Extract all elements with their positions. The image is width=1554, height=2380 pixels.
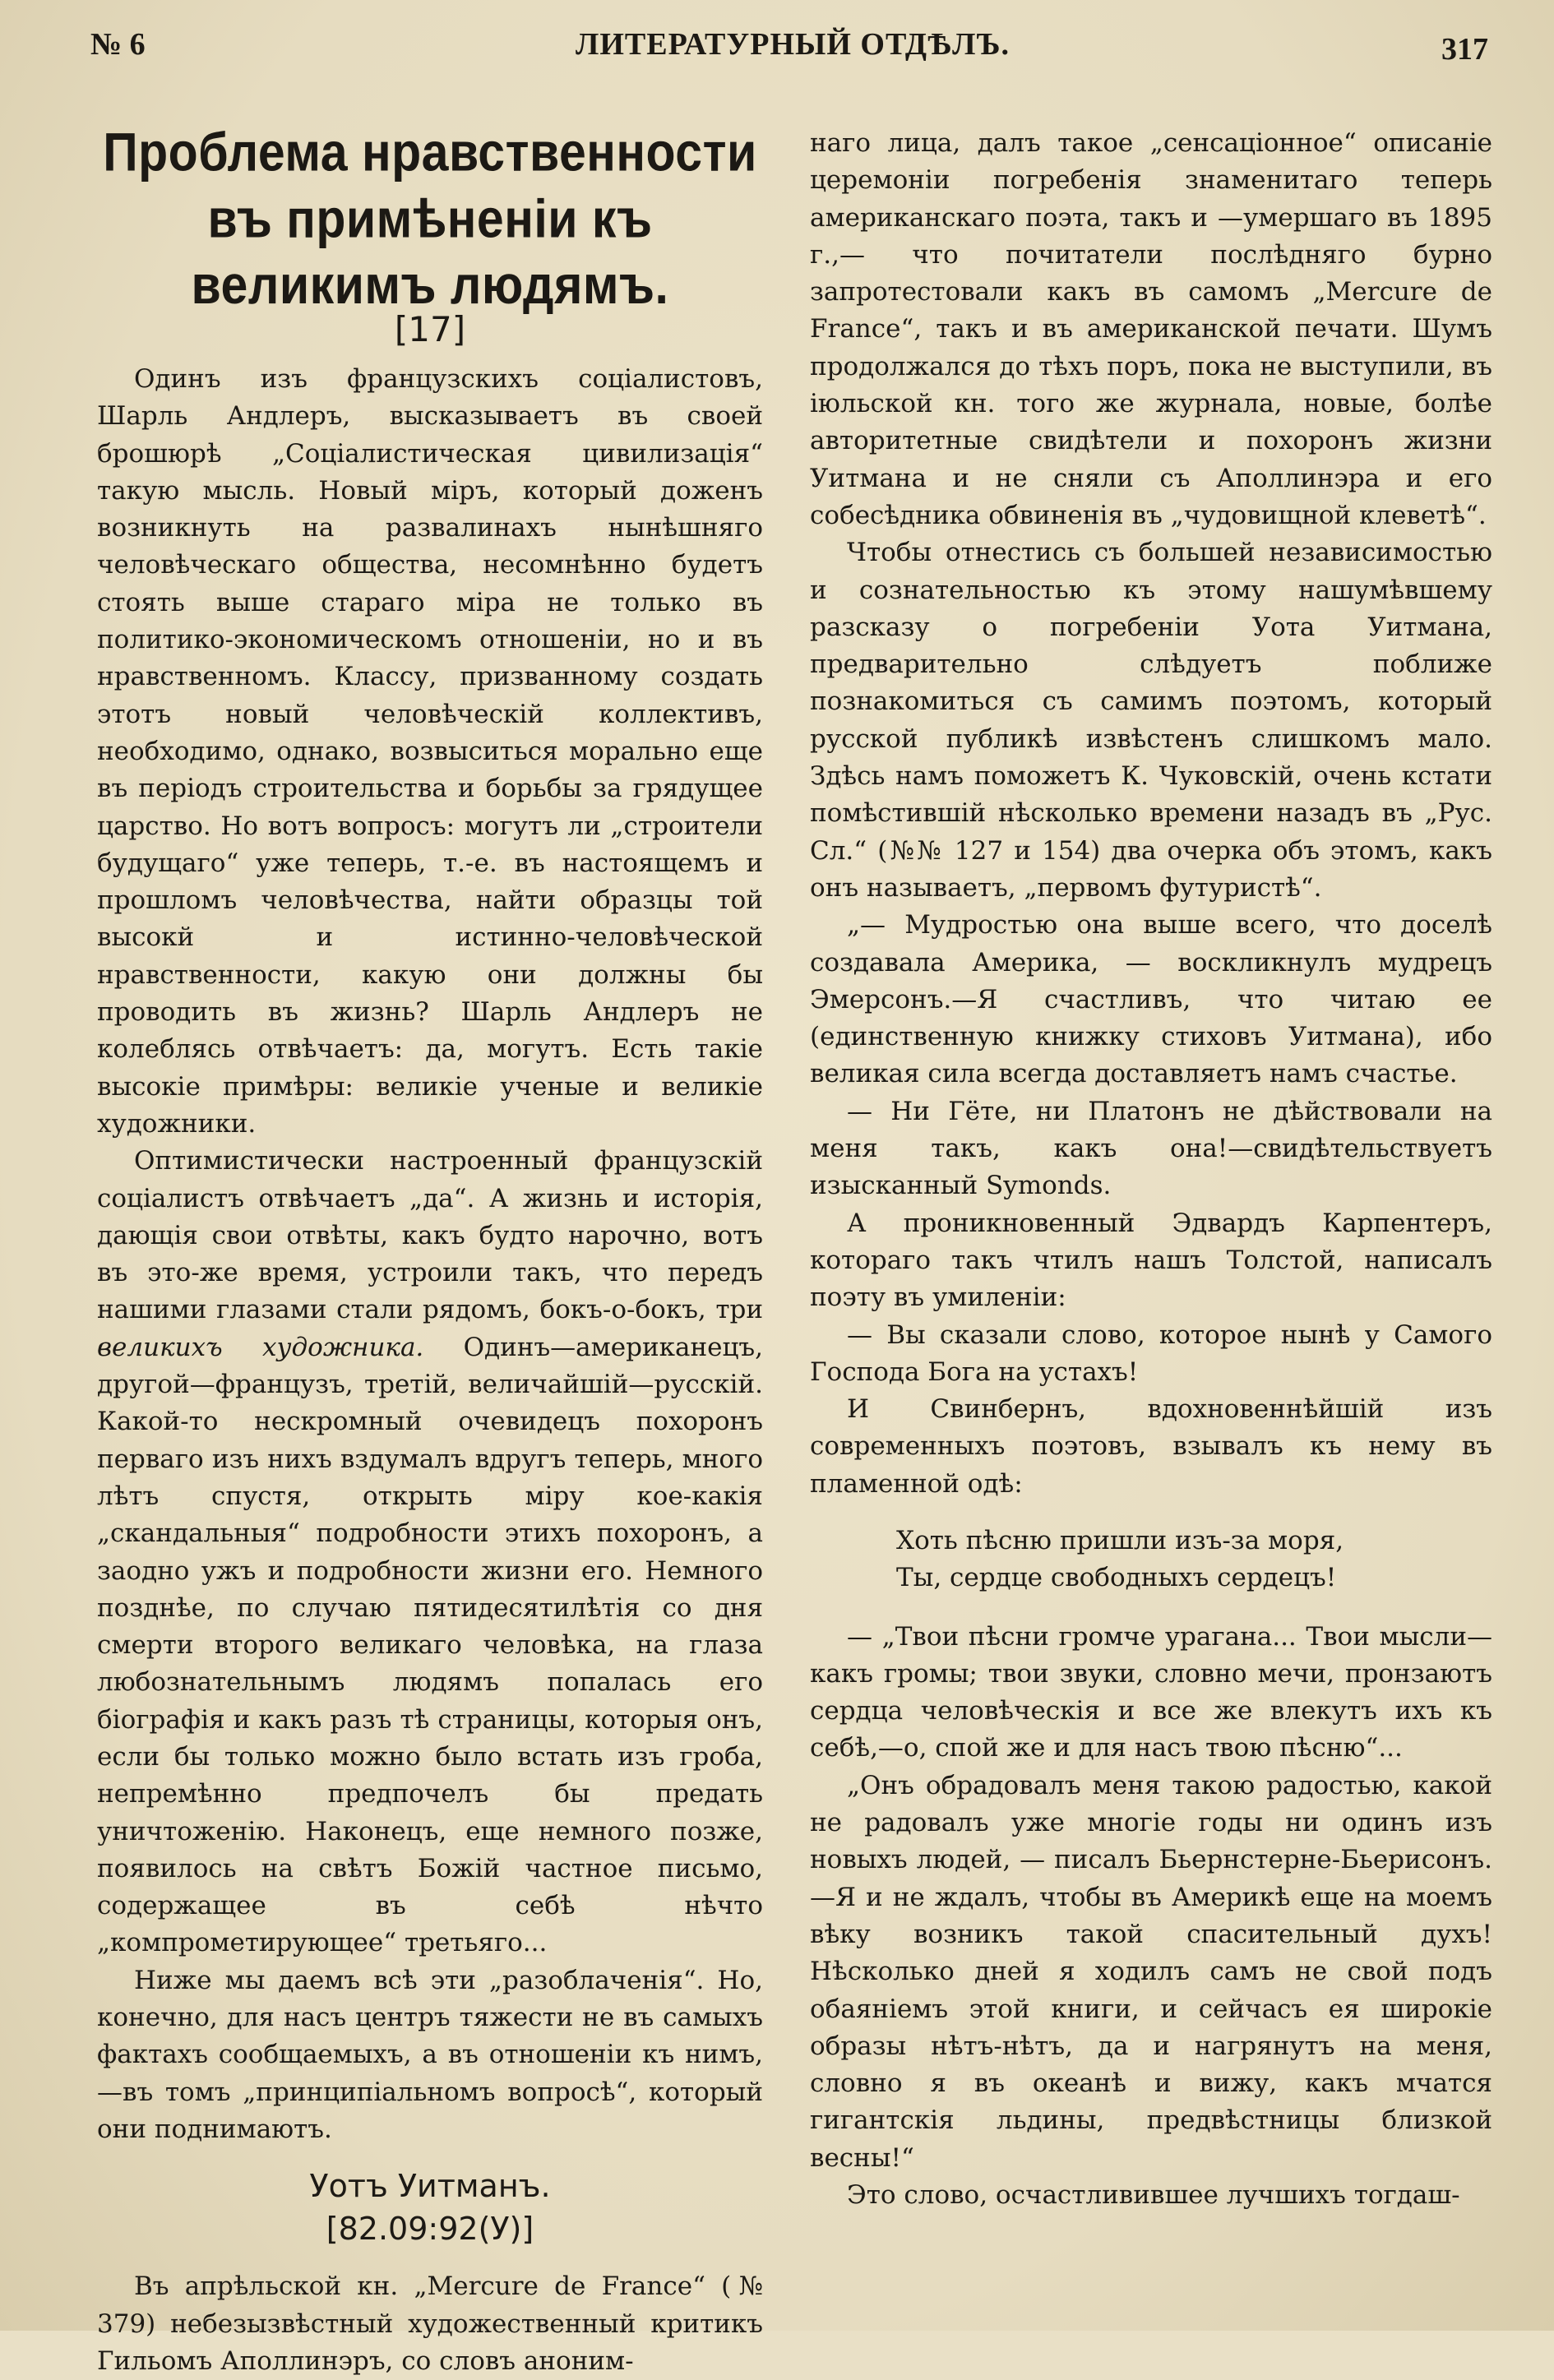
paragraph: „Онъ обрадовалъ меня такою радостью, какой не радовалъ уже многіе годы ни одинъ изъ новыхъ людей, — писалъ Бьернстерне-Бьерисонъ.—Я и не ждалъ, чтобы въ Америкѣ еще на моемъ вѣку возникъ такой спасительный духъ! Нѣсколько дней я ходилъ самъ не свой подъ обаяніемъ этой книги, и сейчасъ ея широкіе образы нѣтъ-нѣтъ, да и нагрянутъ на меня, словно я въ океанѣ и вижу, какъ мчатся гигантскія льдины, предвѣстницы близкой весны!“ [810, 1770, 1492, 2173]
subsection-code: [82.09:92(У)] [326, 2211, 534, 2248]
paragraph: Ниже мы даемъ всѣ эти „разоблаченія“. Но, конечно, для насъ центръ тяжести не въ самыхъ фактахъ сообщаемыхъ, а въ отношеніи къ нимъ,—въ томъ „принципіальномъ вопросѣ“, который они поднимаютъ. [97, 1965, 763, 2144]
paragraph: — „Твои пѣсни громче урагана... Твои мысли—какъ громы; твои звуки, словно мечи, пронзаютъ сердца человѣческія и все же влекутъ ихъ къ себѣ,—о, спой же и для насъ твою пѣсню“... [810, 1621, 1492, 1763]
paragraph-text: Одинъ—американецъ, другой—французъ, третій, величайшій—русскій. Какой-то нескромный очевидецъ похоронъ перваго изъ нихъ вздумалъ вдругъ теперь, много лѣтъ спустя, открыть міру кое-какія „скандальныя“ подробности этихъ похоронъ, а заодно ужъ и подробности жизни его. Немного позднѣе, по случаю пятидесятилѣтія со дня смерти второго великаго человѣка, на глаза любознательнымъ людямъ попалась его біографія и какъ разъ тѣ страницы, которыя онъ, если бы только можно было встать изъ гроба, непремѣнно предпочелъ бы предать уничтоженію. Наконецъ, еще немного позже, появилось на свѣтъ Божій частное письмо, содержащее въ себѣ нѣчто „компрометирующее“ третьяго... [97, 1332, 763, 1958]
paragraph: А проникновенный Эдвардъ Карпентеръ, котораго такъ чтилъ нашъ Толстой, написалъ поэту въ умиленіи: [810, 1208, 1492, 1313]
paragraph: наго лица, далъ такое „сенсаціонное“ описаніе церемоніи погребенія знаменитаго теперь американскаго поэта, такъ и —умершаго въ 1895 г.,— что почитатели послѣдняго бурно запротестовали какъ въ самомъ „Mercure de France“, такъ и въ американской печати. Шумъ продолжался до тѣхъ поръ, пока не выступили, въ іюльской кн. того же журнала, новые, болѣе авторитетные свидѣтели и похоронъ жизни Уитмана и не сняли съ Аполлинэра и его собесѣдника обвиненія въ „чудовищной клеветѣ“. [810, 128, 1492, 530]
issue-number: № 6 [90, 27, 146, 62]
paragraph: — Вы сказали слово, которое нынѣ у Самого Господа Бога на устахъ! [810, 1319, 1492, 1387]
poem-line: Ты, сердце свободныхъ сердецъ! [896, 1563, 1337, 1593]
left-column [97, 119, 763, 2380]
paragraph: Одинъ изъ французскихъ соціалистовъ, Шарль Андлеръ, высказываетъ въ своей брошюрѣ „Соціалистическая цивилизація“ такую мысль. Новый міръ, который доженъ возникнуть на развалинахъ нынѣшняго человѣческаго общества, несомнѣнно будетъ стоять выше стараго міра не только въ политико-экономическомъ отношеніи, но и въ нравственномъ. Классу, призванному создать этотъ новый человѣческій коллективъ, необходимо, однако, возвыситься морально еще въ періодъ строительства и борьбы за грядущее царство. Но вотъ вопросъ: могутъ ли „строители будущаго“ уже теперь, т.-е. въ настоящемъ и прошломъ человѣчества, найти образцы той высокй и истинно-человѣческой нравственности, какую они должны бы проводить въ жизнь? Шарль Андлеръ не колеблясь отвѣчаетъ: да, могутъ. Есть такіе высокіе примѣры: великіе ученые и великіе художники. [97, 364, 763, 1139]
article-title: Проблема нравственности въ примѣненіи къ великимъ людямъ. [103, 122, 757, 316]
section-title: ЛИТЕРАТУРНЫЙ ОТДѢЛЪ. [576, 27, 1010, 62]
subsection-title: Уотъ Уитманъ. [309, 2168, 551, 2205]
paragraph-text: Оптимистически настроенный французскій соціалистъ отвѣчаетъ „да“. А жизнь и исторія, дающія свои отвѣты, какъ будто нарочно, вотъ въ это-же время, устроили такъ, что передъ нашими глазами стали рядомъ, бокъ-о-бокъ, три [97, 1146, 763, 1325]
paragraph: Въ апрѣльской кн. „Mercure de France“ (№ 379) небезызвѣстный художественный критикъ Гильомъ Аполлинэръ, со словъ аноним- [97, 2271, 763, 2376]
article-number: [17] [394, 309, 466, 349]
emphasis-text: великихъ художника. [97, 1332, 424, 1362]
page-number: 317 [1441, 32, 1488, 67]
paragraph [97, 1143, 763, 1962]
paragraph: „— Мудростью она выше всего, что доселѣ создавала Америка, — воскликнулъ мудрецъ Эмерсонъ.—Я счастливъ, что читаю ее (единственную книжку стиховъ Уитмана), ибо великая сила всегда доставляетъ намъ счастье. [810, 910, 1492, 1089]
paragraph: Это слово, осчастливившее лучшихъ тогдаш- [847, 2180, 1460, 2211]
paragraph: — Ни Гёте, ни Платонъ не дѣйствовали на меня такъ, какъ она!—свидѣтельствуетъ изысканный Symonds. [810, 1096, 1492, 1201]
right-column [810, 125, 1492, 2214]
poem-line: Хоть пѣсню пришли изъ-за моря, [896, 1525, 1344, 1555]
paragraph: И Свинбернъ, вдохновеннѣйшій изъ современныхъ поэтовъ, взывалъ къ нему въ пламенной одѣ: [810, 1394, 1492, 1499]
poem-quote [810, 1523, 1492, 1597]
page-header [90, 26, 1488, 84]
paragraph: Чтобы отнестись съ большей независимостью и сознательностью къ этому нашумѣвшему разсказу о погребеніи Уота Уитмана, предварительно слѣдуетъ поближе познакомиться съ самимъ поэтомъ, который русской публикѣ извѣстенъ слишкомъ мало. Здѣсь намъ поможетъ К. Чуковскій, очень кстати помѣстившій нѣсколько времени назадъ въ „Рус. Сл.“ (№№ 127 и 154) два очерка объ этомъ, какъ онъ называетъ, „первомъ футуристѣ“. [810, 538, 1492, 903]
